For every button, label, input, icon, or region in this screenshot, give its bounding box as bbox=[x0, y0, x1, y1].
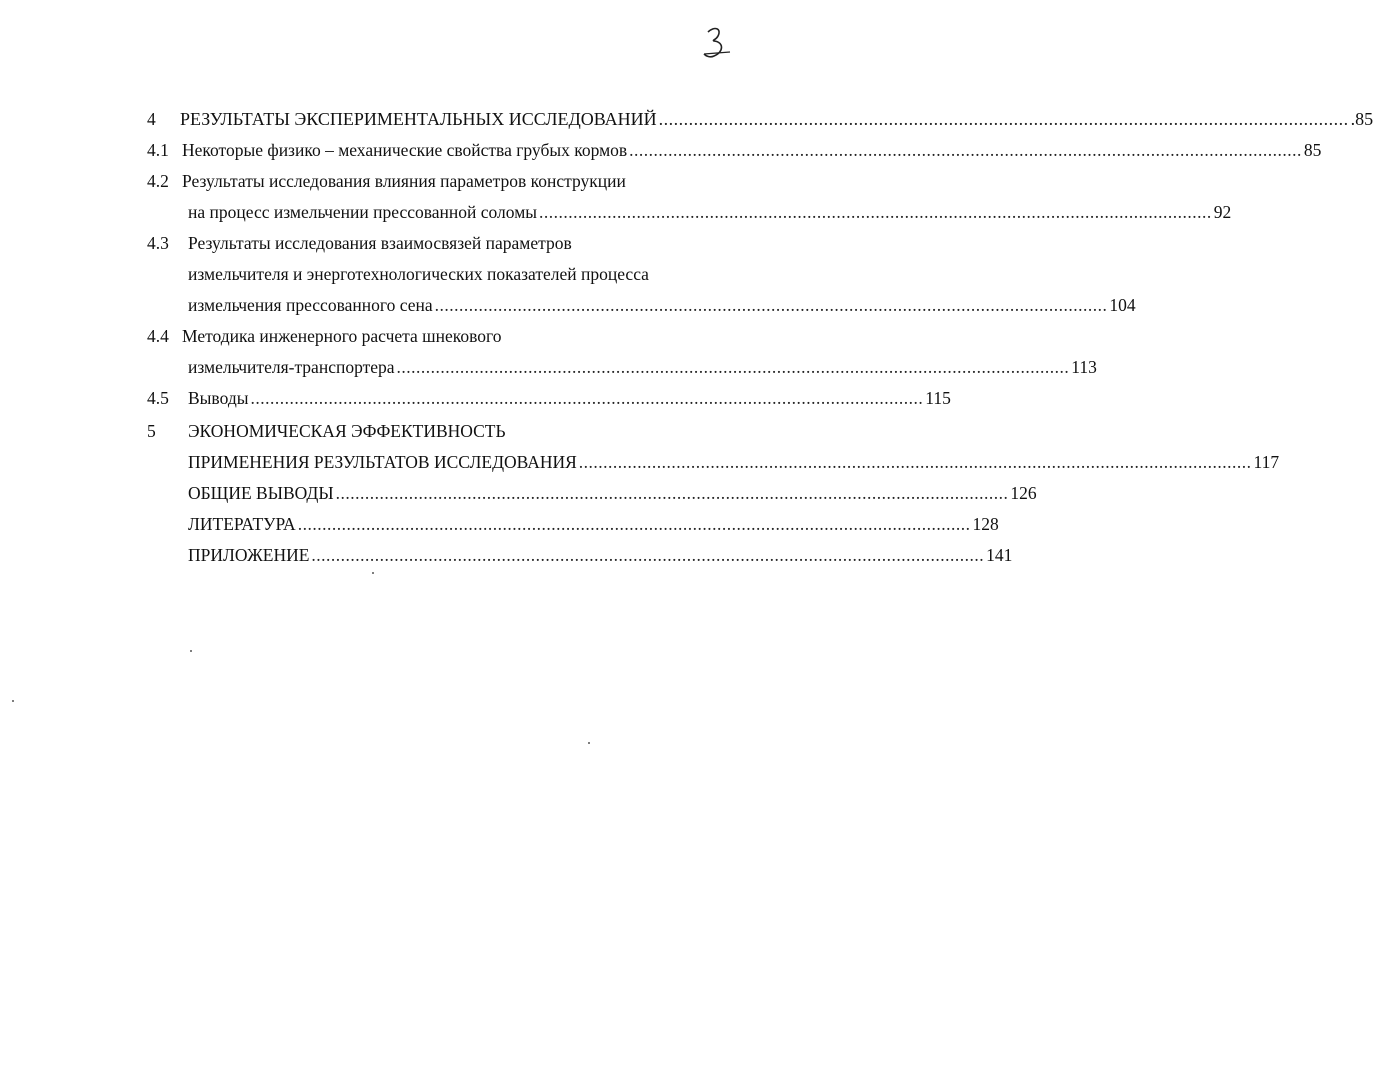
dot-leader: .......................................................................................................................................... bbox=[658, 109, 1349, 129]
toc-page-number: 126 bbox=[1010, 483, 1037, 503]
toc-entry bbox=[188, 385, 951, 411]
toc-number: 4.1 bbox=[147, 140, 169, 160]
toc-entry-title: ЭКОНОМИЧЕСКАЯ ЭФФЕКТИВНОСТЬ bbox=[188, 421, 506, 441]
toc-entry bbox=[188, 292, 1136, 318]
toc-entry-title: ОБЩИЕ ВЫВОДЫ bbox=[188, 483, 334, 503]
toc-entry-line bbox=[182, 168, 626, 194]
dot-leader: .......................................................................................................................................... bbox=[297, 514, 971, 534]
toc-entry bbox=[182, 137, 1322, 163]
toc-entry-title: РЕЗУЛЬТАТЫ ЭКСПЕРИМЕНТАЛЬНЫХ ИССЛЕДОВАНИЙ bbox=[180, 109, 657, 129]
dot-leader: .......................................................................................................................................... bbox=[434, 295, 1108, 315]
toc-entry bbox=[188, 199, 1232, 225]
dot-leader: .......................................................................................................................................... bbox=[311, 545, 985, 565]
dot-leader: .......................................................................................................................................... bbox=[250, 388, 924, 408]
scan-speck bbox=[190, 650, 192, 652]
toc-entry-title-cont: ПРИМЕНЕНИЯ РЕЗУЛЬТАТОВ ИССЛЕДОВАНИЯ bbox=[188, 452, 577, 472]
toc-entry-line bbox=[188, 418, 506, 444]
toc-entry-line bbox=[188, 261, 649, 287]
toc-page-number: 117 bbox=[1253, 452, 1280, 472]
dot-leader: .......................................................................................................................................... bbox=[629, 140, 1302, 160]
toc-number: 5 bbox=[147, 421, 156, 441]
dot-leader: .......................................................................................................................................... bbox=[578, 452, 1252, 472]
toc-entry bbox=[188, 354, 1097, 380]
toc-page-number: 113 bbox=[1071, 357, 1097, 377]
toc-entry-title-cont: измельчителя и энерготехнологических показателей процесса bbox=[188, 264, 649, 284]
toc-entry bbox=[180, 106, 1373, 132]
toc-number: 4.3 bbox=[147, 233, 169, 253]
toc-entry bbox=[188, 542, 1013, 568]
toc-number: 4.5 bbox=[147, 388, 169, 408]
toc-page-number: 92 bbox=[1213, 202, 1232, 222]
toc-page-number: 115 bbox=[925, 388, 951, 408]
toc-page-number: 85 bbox=[1303, 140, 1322, 160]
scan-speck bbox=[12, 700, 14, 702]
toc-page-number: 141 bbox=[986, 545, 1013, 565]
toc-entry-title-cont: на процесс измельчении прессованной соломы bbox=[188, 202, 538, 222]
toc-entry-title-cont: измельчения прессованного сена bbox=[188, 295, 433, 315]
dot-leader: .......................................................................................................................................... bbox=[396, 357, 1070, 377]
toc-entry bbox=[188, 449, 1280, 475]
toc-entry bbox=[188, 480, 1037, 506]
scan-speck bbox=[588, 742, 590, 744]
toc-entry-title: Методика инженерного расчета шнекового bbox=[182, 326, 502, 346]
toc-entry-title: Выводы bbox=[188, 388, 249, 408]
toc-entry bbox=[188, 511, 999, 537]
dot-leader: .......................................................................................................................................... bbox=[335, 483, 1009, 503]
toc-entry-line bbox=[182, 323, 502, 349]
scan-speck bbox=[372, 572, 374, 574]
toc-number: 4 bbox=[147, 109, 156, 129]
toc-entry-title: ЛИТЕРАТУРА bbox=[188, 514, 296, 534]
toc-page-number: .85 bbox=[1350, 109, 1373, 129]
toc-entry-title: Результаты исследования взаимосвязей параметров bbox=[188, 233, 572, 253]
toc-number: 4.4 bbox=[147, 326, 169, 346]
toc-page-number: 104 bbox=[1109, 295, 1136, 315]
toc-number: 4.2 bbox=[147, 171, 169, 191]
toc-entry-title-cont: измельчителя-транспортера bbox=[188, 357, 395, 377]
toc-page-number: 128 bbox=[972, 514, 999, 534]
toc-entry-title: Результаты исследования влияния параметров конструкции bbox=[182, 171, 626, 191]
toc-entry-title: ПРИЛОЖЕНИЕ bbox=[188, 545, 310, 565]
dot-leader: .......................................................................................................................................... bbox=[539, 202, 1212, 222]
toc-entry-title: Некоторые физико – механические свойства грубых кормов bbox=[182, 140, 628, 160]
toc-entry-line bbox=[188, 230, 572, 256]
